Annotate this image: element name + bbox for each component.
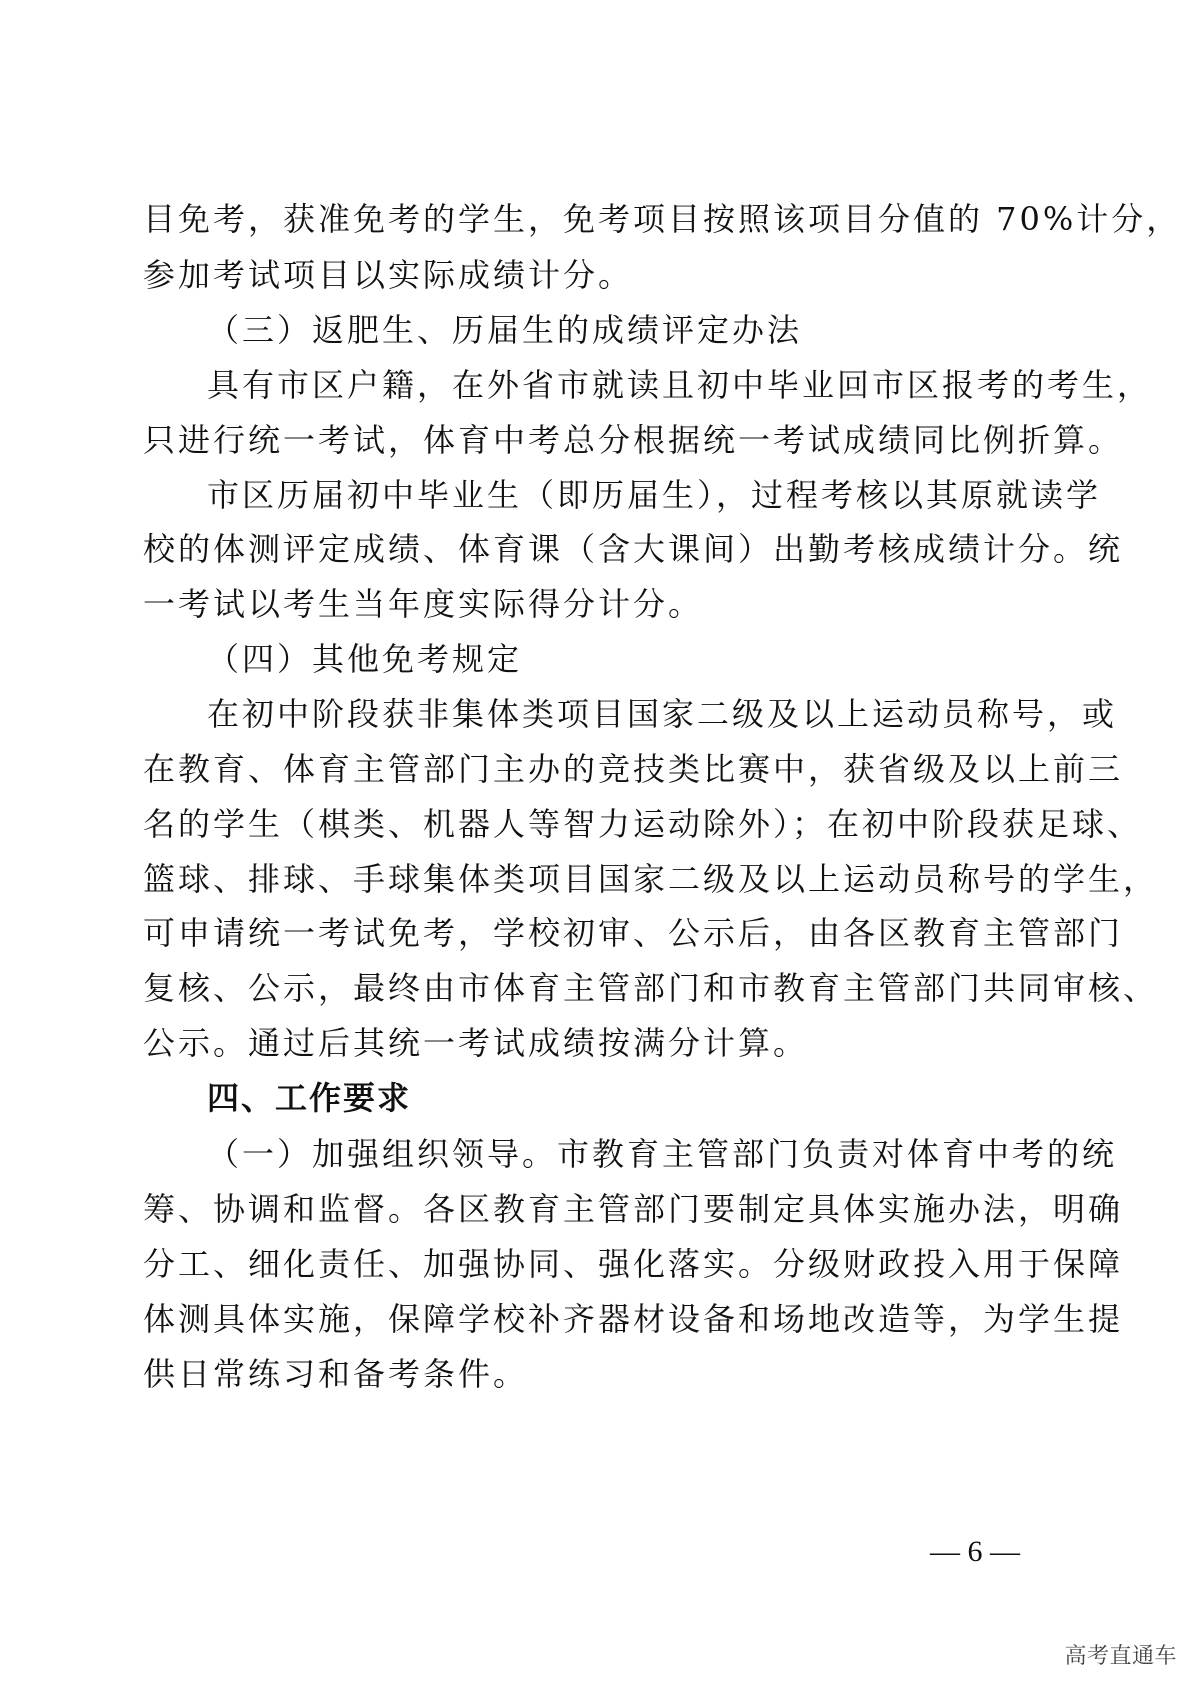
body-text-line: 可申请统一考试免考，学校初审、公示后，由各区教育主管部门 [143, 914, 1124, 952]
section-heading: 四、工作要求 [207, 1079, 412, 1117]
body-text-line: 体测具体实施，保障学校补齐器材设备和场地改造等，为学生提 [143, 1300, 1124, 1338]
body-text-line: 目免考，获准免考的学生，免考项目按照该项目分值的 70%计分， [143, 200, 1182, 238]
body-text-line: 名的学生（棋类、机器人等智力运动除外）；在初中阶段获足球、 [143, 805, 1143, 843]
watermark-text: 高考直通车 [1064, 1644, 1177, 1669]
body-text-line: 参加考试项目以实际成绩计分。 [143, 256, 634, 294]
body-text-line: 供日常练习和备考条件。 [143, 1355, 529, 1393]
body-text-line: 一考试以考生当年度实际得分计分。 [143, 585, 704, 623]
body-text-line: 公示。通过后其统一考试成绩按满分计算。 [143, 1024, 809, 1062]
section-subheading: （三）返肥生、历届生的成绩评定办法 [207, 311, 803, 349]
body-text-line: 只进行统一考试，体育中考总分根据统一考试成绩同比例折算。 [143, 421, 1124, 459]
body-text-line: （一）加强组织领导。市教育主管部门负责对体育中考的统 [207, 1135, 1118, 1173]
body-text-line: 复核、公示，最终由市体育主管部门和市教育主管部门共同审核、 [143, 969, 1159, 1007]
page-number: — 6 — [930, 1535, 1020, 1568]
section-subheading: （四）其他免考规定 [207, 640, 523, 678]
body-text-line: 筹、协调和监督。各区教育主管部门要制定具体实施办法，明确 [143, 1190, 1124, 1228]
body-text-line: 市区历届初中毕业生（即历届生），过程考核以其原就读学 [207, 476, 1102, 514]
body-text-line: 校的体测评定成绩、体育课（含大课间）出勤考核成绩计分。统 [143, 530, 1124, 568]
body-text-line: 在初中阶段获非集体类项目国家二级及以上运动员称号，或 [207, 695, 1118, 733]
body-text-line: 分工、细化责任、加强协同、强化落实。分级财政投入用于保障 [143, 1245, 1124, 1283]
body-text-line: 篮球、排球、手球集体类项目国家二级及以上运动员称号的学生， [143, 860, 1159, 898]
body-text-line: 在教育、体育主管部门主办的竞技类比赛中，获省级及以上前三 [143, 750, 1124, 788]
body-text-line: 具有市区户籍，在外省市就读且初中毕业回市区报考的考生， [207, 366, 1153, 404]
